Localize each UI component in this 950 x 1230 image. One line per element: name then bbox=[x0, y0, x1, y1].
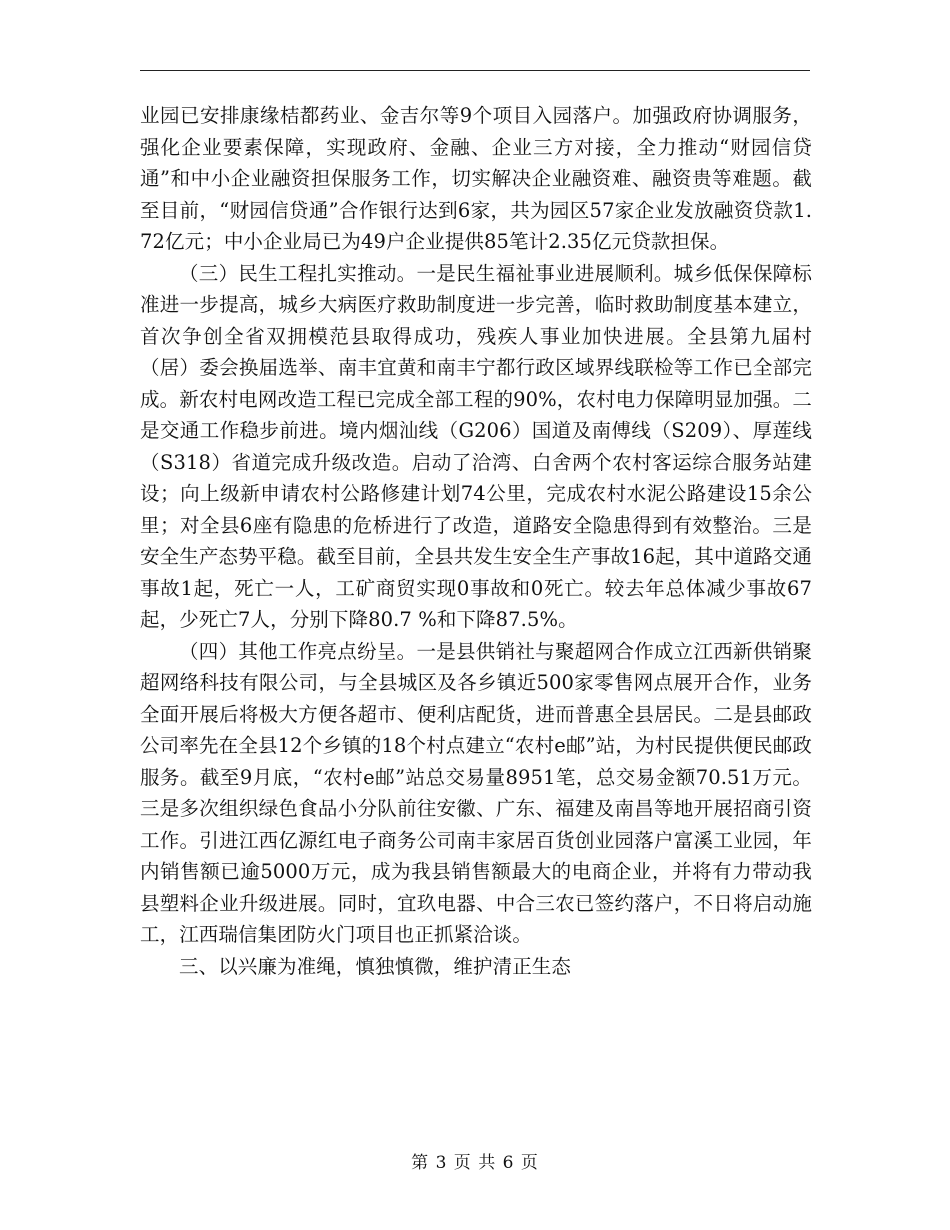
paragraph-other-highlights: （四）其他工作亮点纷呈。一是县供销社与聚超网合作成立江西新供销聚超网络科技有限公司，与全县城区及各乡镇近500家零售网点展开合作，业务全面开展后将极大方便各超市、便利店配货，进而普惠全县居民。二是县邮政公司率先在全县12个乡镇的18个村点建立“农村e邮”站，为村民提供便民邮政服务。截至9月底，“农村e邮”站总交易量8951笔，总交易金额70.51万元。三是多次组织绿色食品小分队前往安徽、广东、福建及南昌等地开展招商引资工作。引进江西亿源红电子商务公司南丰家居百货创业园落户富溪工业园，年内销售额已逾5000万元，成为我县销售额最大的电商企业，并将有力带动我县塑料企业升级进展。同时，宜玖电器、中合三农已签约落户，不日将启动施工，江西瑞信集团防火门项目也正抓紧洽谈。 bbox=[140, 639, 812, 946]
section-heading: 三、以兴廉为准绳，慎独慎微，维护清正生态 bbox=[179, 954, 572, 978]
page-number-footer: 第 3 页 共 6 页 bbox=[411, 1153, 539, 1173]
document-body bbox=[140, 100, 812, 982]
paragraph-continuation: 业园已安排康缘桔都药业、金吉尔等9个项目入园落户。加强政府协调服务，强化企业要素保障，实现政府、金融、企业三方对接，全力推动“财园信贷通”和中小企业融资担保服务工作，切实解决企业融资难、融资贵等难题。截至目前，“财园信贷通”合作银行达到6家，共为园区57家企业发放融资贷款1.72亿元；中小企业局已为49户企业提供85笔计2.35亿元贷款担保。 bbox=[140, 104, 812, 253]
paragraph-livelihood: （三）民生工程扎实推动。一是民生福祉事业进展顺利。城乡低保保障标准进一步提高，城乡大病医疗救助制度进一步完善，临时救助制度基本建立，首次争创全省双拥模范县取得成功，残疾人事业加快进展。全县第九届村（居）委会换届选举、南丰宜黄和南丰宁都行政区域界线联检等工作已全部完成。新农村电网改造工程已完成全部工程的90%，农村电力保障明显加强。二是交通工作稳步前进。境内烟汕线（G206）国道及南傅线（S209）、厚莲线（S318）省道完成升级改造。启动了洽湾、白舍两个农村客运综合服务站建设；向上级新申请农村公路修建计划74公里，完成农村水泥公路建设15余公里；对全县6座有隐患的危桥进行了改造，道路安全隐患得到有效整治。三是安全生产态势平稳。截至目前，全县共发生安全生产事故16起，其中道路交通事故1起，死亡一人，工矿商贸实现0事故和0死亡。较去年总体减少事故67起，少死亡7人，分别下降80.7 %和下降87.5%。 bbox=[140, 261, 812, 631]
header-rule bbox=[140, 70, 810, 71]
